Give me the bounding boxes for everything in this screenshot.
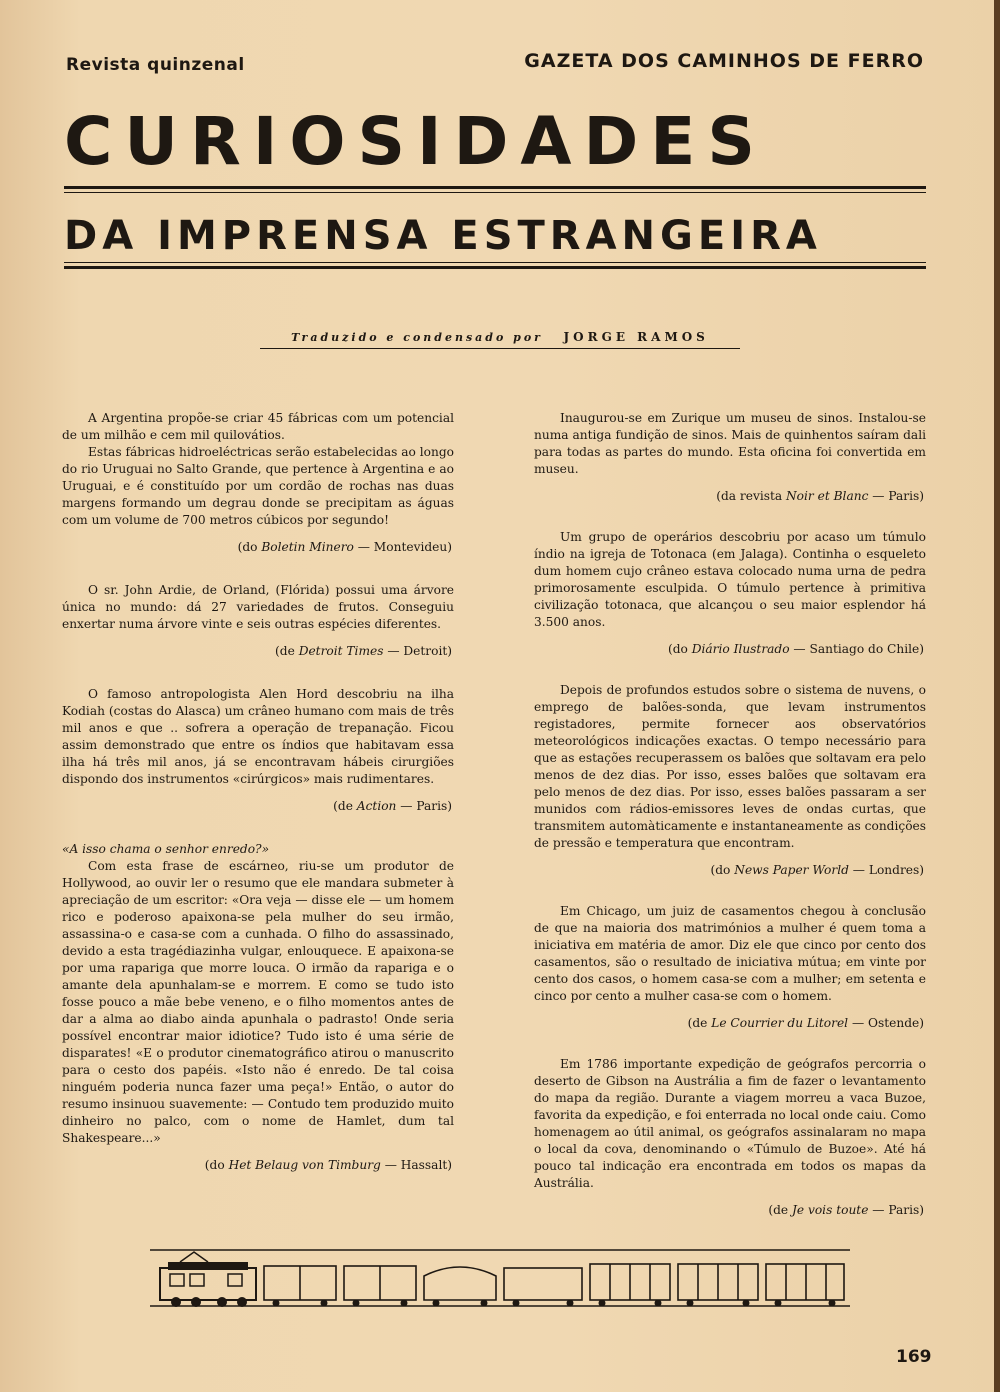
source-publication: Noir et Blanc: [786, 489, 869, 503]
source-location: — Ostende): [848, 1016, 924, 1030]
article-source: [62, 539, 454, 556]
article: [62, 410, 454, 556]
source-prefix: (de: [275, 644, 299, 658]
source-location: — Paris): [868, 489, 924, 503]
article-paragraph: Estas fábricas hidroeléctricas serão estabelecidas ao longo do rio Uruguai no Salto Grande, que pertence à Argentina e ao Uruguai, e é constituído por um cordão de rochas nas duas margens formando um degrau donde se precipitam as águas com um volume de 700 metros cúbicos por segundo!: [62, 445, 454, 527]
article-paragraph: Depois de profundos estudos sobre o sistema de nuvens, o emprego de balões-sonda, que levam instrumentos registadores, permite fornecer aos observatórios meteorológicos indicações exactas. O tempo necessário para que as estações recuperassem os balões que soltavam era pelo menos de dez dias. Por isso, esses balões que soltavam era pelo menos de dez dias. Por isso, esses balões passaram a ser munidos com rádios-emissores leves de ondas curtas, que transmitem automàticamente e instantaneamente as condições de pressão e temperatura que encontram.: [534, 683, 926, 850]
page-subtitle: DA IMPRENSA ESTRANGEIRA: [64, 213, 822, 259]
article-source: [534, 641, 926, 658]
source-location: — Paris): [396, 799, 452, 813]
article: [534, 529, 926, 658]
article-paragraph: Em 1786 importante expedição de geógrafos percorria o deserto de Gibson na Austrália a fim de fazer o levantamento do mapa da região. Durante a viagem morreu a vaca Buzoe, favorita da expedição, e foi enterrada no local onde caiu. Como homenagem ao útil animal, os geógrafos assinalaram no mapa o local da cova, denominando o «Túmulo de Buzoe». Até há pouco tal indicação era encontrada em todos os mapas da Austrália.: [534, 1057, 926, 1190]
article-paragraph: Com esta frase de escárneo, riu-se um produtor de Hollywood, ao ouvir ler o resumo que ele mandara submeter à apreciação de um escritor: «Ora veja — disse ele — um homem rico e poderoso apaixona-se pela mulher do seu irmão, assassina-o e casa-se com a cunhada. O filho do assassinado, devido a esta tragédiazinha vulgar, enlouquece. E apaixona-se por uma rapariga que morre louca. O irmão da rapariga e o amante dela apunhalam-se e morrem. E como se tudo isto fosse pouco a mãe bebe veneno, e o filho momentos antes de dar a alma ao diabo ainda apunhala o padrasto! Onde seria possível encontrar maior idiotice? Tudo isto é uma série de disparates! «E o produtor cinematográfico atirou o manuscrito para o cesto dos papéis. «Isto não é enredo. De tal coisa ninguém poderia nunca fazer uma peça!» Então, o autor do resumo insinuou suavemente: — Contudo tem produzido muito dinheiro no palco, com o nome de Hamlet, dum tal Shakespeare...»: [62, 859, 454, 1145]
article-source: [62, 798, 454, 815]
right-column: [534, 410, 926, 1243]
byline-author: JORGE RAMOS: [563, 330, 709, 344]
article-paragraph: O famoso antropologista Alen Hord descobriu na ilha Kodiah (costas do Alasca) um crâneo humano com mais de três mil anos e que .. sofrera a operação de trepanação. Ficou assim demonstrado que entre os índios que habitavam essa ilha há três mil anos, já se encontravam hábeis cirurgiões dispondo dos instrumentos «cirúrgicos» mais rudimentares.: [62, 687, 454, 786]
title-rule-thick: [64, 186, 926, 189]
article-paragraph: Em Chicago, um juiz de casamentos chegou à conclusão de que na maioria dos matrimónios a mulher é quem toma a iniciativa em matéria de amor. Diz ele que cinco por cento dos casamentos, são o resultado de iniciativa mútua; em vinte por cento dos casos, o homem casa-se com a mulher; em setenta e cinco por cento a mulher casa-se com o homem.: [534, 904, 926, 1003]
train-illustration: [150, 1246, 850, 1314]
source-publication: Detroit Times: [298, 644, 384, 658]
article: [534, 682, 926, 879]
source-publication: Je vois toute: [791, 1203, 869, 1217]
source-prefix: (do: [237, 540, 262, 554]
article-paragraph: Um grupo de operários descobriu por acaso um túmulo índio na igreja de Totonaca (em Jalaga). Continha o esqueleto dum homem cujo crâneo estava colocado numa urna de pedra primorosamente esculpida. O túmulo pertence à primitiva civilização totonaca, que alcançou o seu maior esplendor há 3.500 anos.: [534, 530, 926, 629]
source-prefix: (de: [687, 1016, 712, 1030]
article-paragraph: O sr. John Ardie, de Orland, (Flórida) possui uma árvore única no mundo: dá 27 variedades de frutos. Conseguiu enxertar numa árvore vinte e seis outras espécies diferentes.: [62, 583, 454, 631]
source-publication: Diário Ilustrado: [691, 642, 790, 656]
source-location: — Hassalt): [380, 1158, 452, 1172]
source-prefix: (do: [667, 642, 692, 656]
header-left-text: Revista quinzenal: [66, 55, 245, 75]
article-lead: «A isso chama o senhor enredo?»: [62, 842, 270, 856]
article: [62, 686, 454, 815]
header-magazine-title: GAZETA DOS CAMINHOS DE FERRO: [524, 50, 924, 72]
source-prefix: (do: [204, 1158, 229, 1172]
article: [534, 410, 926, 505]
source-publication: Boletin Minero: [261, 540, 354, 554]
source-location: — Londres): [848, 863, 924, 877]
source-publication: News Paper World: [734, 863, 849, 877]
source-publication: Action: [356, 799, 397, 813]
source-location: — Santiago do Chile): [789, 642, 924, 656]
article-source: [534, 1015, 926, 1032]
article: [534, 903, 926, 1032]
byline: [260, 330, 740, 349]
source-prefix: (de: [333, 799, 357, 813]
source-location: — Montevideu): [353, 540, 452, 554]
source-publication: Het Belaug von Timburg: [228, 1158, 381, 1172]
article-source: [62, 643, 454, 660]
article: [62, 841, 454, 1174]
article: [62, 582, 454, 660]
title-rule-thin: [64, 192, 926, 193]
article-paragraph: Inaugurou-se em Zurique um museu de sinos. Instalou-se numa antiga fundição de sinos. Mais de quinhentos saíram dali para todas as partes do mundo. Esta oficina foi convertida em museu.: [534, 411, 926, 476]
source-publication: Le Courrier du Litorel: [711, 1016, 849, 1030]
source-prefix: (do: [710, 863, 735, 877]
source-prefix: (de: [768, 1203, 792, 1217]
subtitle-rule-thin: [64, 262, 926, 263]
article-source: [534, 862, 926, 879]
article-paragraph: A Argentina propõe-se criar 45 fábricas com um potencial de um milhão e cem mil quilovátios.: [62, 411, 454, 442]
article-source: [62, 1157, 454, 1174]
page-title: CURIOSIDADES: [64, 103, 767, 180]
subtitle-rule-thick: [64, 266, 926, 269]
page-number: 169: [896, 1347, 932, 1367]
article: [534, 1056, 926, 1219]
source-location: — Paris): [868, 1203, 924, 1217]
article-source: [534, 1202, 926, 1219]
byline-prefix: Traduzido e condensado por: [291, 331, 543, 344]
left-column: [62, 410, 454, 1200]
source-location: — Detroit): [383, 644, 452, 658]
article-source: [534, 488, 926, 505]
source-prefix: (da revista: [716, 489, 787, 503]
